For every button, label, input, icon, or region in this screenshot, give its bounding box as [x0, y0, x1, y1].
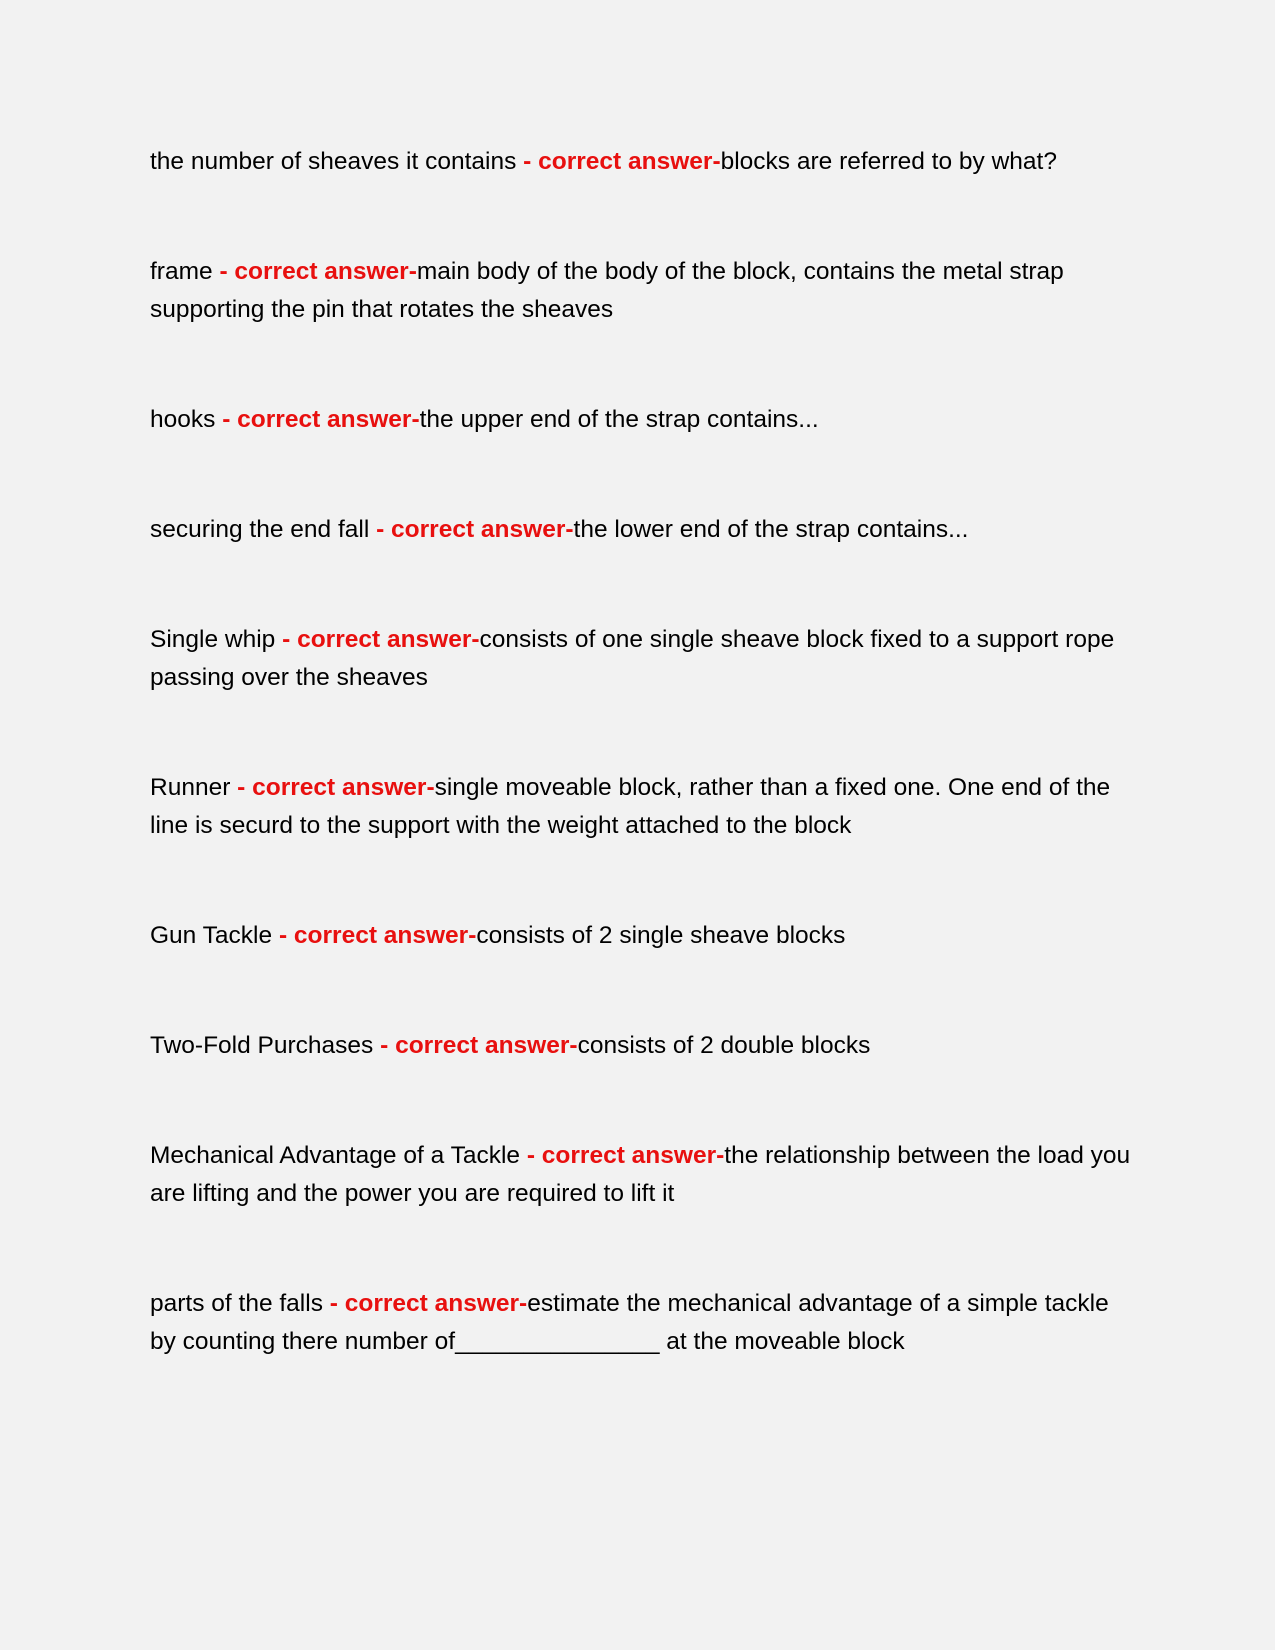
entry-definition: the lower end of the strap contains... [573, 516, 969, 543]
entry-term: parts of the falls [150, 1290, 330, 1317]
correct-answer-separator: - correct answer- [222, 406, 420, 433]
entry-term: Single whip [150, 626, 283, 653]
correct-answer-separator: - correct answer- [282, 626, 480, 653]
entry-definition: single moveable block, rather than a fixed one. One end of the line is securd to the support with the weight attached to the block [150, 774, 1111, 839]
flashcard-entry [150, 769, 1140, 845]
flashcard-entry [150, 917, 1140, 955]
flashcard-entry [150, 143, 1140, 181]
flashcard-entry [150, 253, 1140, 329]
entry-term: frame [150, 258, 220, 285]
entry-definition: estimate the mechanical advantage of a simple tackle by counting there number of_______________ at the moveable block [150, 1290, 1109, 1355]
entry-definition: consists of 2 double blocks [577, 1032, 871, 1059]
entry-term: the number of sheaves it contains [150, 148, 524, 175]
correct-answer-separator: - correct answer- [523, 148, 721, 175]
entry-term: hooks [150, 406, 223, 433]
entry-term: Mechanical Advantage of a Tackle [150, 1142, 527, 1169]
flashcard-entry [150, 1027, 1140, 1065]
entry-definition: consists of 2 single sheave blocks [476, 922, 846, 949]
flashcard-document [150, 143, 1140, 1433]
entry-definition: the relationship between the load you are lifting and the power you are required to lift it [150, 1142, 1131, 1207]
correct-answer-separator: - correct answer- [526, 1142, 725, 1169]
entry-term: Gun Tackle [150, 922, 279, 949]
correct-answer-separator: - correct answer- [278, 922, 477, 949]
entry-term: Two-Fold Purchases [150, 1032, 381, 1059]
correct-answer-separator: - correct answer- [219, 258, 417, 285]
correct-answer-separator: - correct answer- [380, 1032, 578, 1059]
correct-answer-separator: - correct answer- [376, 516, 574, 543]
entry-definition: blocks are referred to by what? [720, 148, 1057, 175]
flashcard-entry [150, 1285, 1140, 1361]
flashcard-entry [150, 401, 1140, 439]
entry-term: securing the end fall [150, 516, 377, 543]
flashcard-entry [150, 1137, 1140, 1213]
entry-definition: consists of one single sheave block fixed to a support rope passing over the sheaves [150, 626, 1115, 691]
correct-answer-separator: - correct answer- [329, 1290, 528, 1317]
flashcard-entry [150, 511, 1140, 549]
flashcard-entry [150, 621, 1140, 697]
entry-definition: main body of the body of the block, contains the metal strap supporting the pin that rotates the sheaves [150, 258, 1064, 323]
entry-definition: the upper end of the strap contains... [419, 406, 819, 433]
correct-answer-separator: - correct answer- [237, 774, 435, 801]
entry-term: Runner [150, 774, 238, 801]
